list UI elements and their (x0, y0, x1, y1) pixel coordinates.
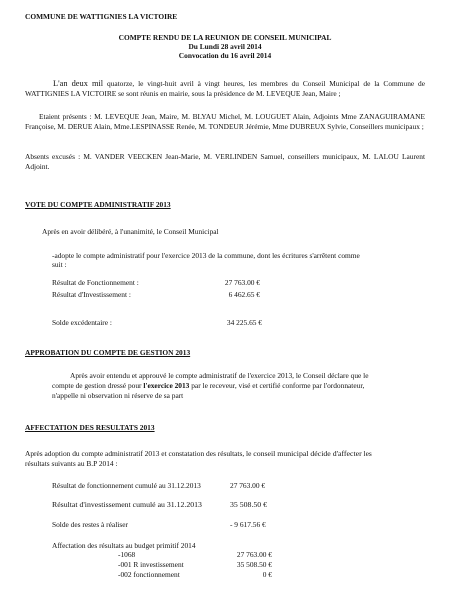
affectation-intro-c: les (361, 449, 372, 458)
solde-value: 34 225.65 € (226, 318, 262, 327)
affectation-intro-line-2: résultats suivants au B.P 2014 : (25, 459, 118, 468)
restes-value: - 9 617.56 € (230, 520, 266, 529)
resultat-invest-label: Résultat d'investissement cumulé au 31.12.2013 (52, 500, 202, 509)
deliberation-text: Après en avoir délibéré, à l'unanimité, le Conseil Municipal (42, 227, 219, 236)
affect-001-value: 35 508.50 € (236, 560, 272, 569)
affectation-label: Affectation des résultats au budget primitif 2014 (52, 541, 196, 550)
intro-paragraph (25, 79, 425, 98)
present-members: Etaient présents : M. LEVEQUE Jean, Maire, M. BLYAU Michel, M. LOUGUET Alain, Adjoints Mme ZANAGUIRAMANE Françoise, M. DERUE Alain, Mme.LESPINASSE Renée, M. TONDEUR Jérémie, Mme DUBREUX Sylvie, Conseillers municipaux ; (25, 112, 425, 131)
gestion-line-1: Après avoir entendu et approuvé le compte administratif de l'exercice 2013, le Conseil déclare que le (70, 371, 369, 380)
adopt-line-1: -adopte le compte administratif pour l'exercice 2013 de la commune, dont les écritures s'arrêtent comme (52, 251, 360, 260)
affectation-intro-b: conseil municipal décide d'affecter (253, 449, 362, 458)
affectation-intro-a: Après adoption du compte administratif 2013 et constatation des résultats, le (25, 449, 254, 458)
commune-name: COMMUNE DE WATTIGNIES LA VICTOIRE (25, 12, 178, 21)
resultat-fonct-label: Résultat de fonctionnement cumulé au 31.12.2013 (52, 481, 201, 490)
meeting-date: Du Lundi 28 avril 2014 (188, 42, 262, 51)
section-heading-affectation: AFFECTATION DES RESULTATS 2013 (25, 423, 155, 432)
affect-1068-value: 27 763.00 € (236, 550, 272, 559)
section-heading-vote: VOTE DU COMPTE ADMINISTRATIF 2013 (25, 200, 171, 209)
convocation-date: Convocation du 16 avril 2014 (178, 51, 272, 60)
affect-1068-label: -1068 (118, 550, 136, 559)
investissement-value: 6 462.65 € (228, 290, 260, 299)
affect-002-value: 0 € (262, 570, 272, 579)
restes-label: Solde des restes à réaliser (52, 520, 128, 529)
intro-lead: L'an deux mil (53, 79, 104, 88)
gestion-line-3: n'appelle ni observation ni réserve de sa part (52, 391, 184, 400)
resultat-invest-value: 35 508.50 € (230, 500, 268, 509)
gestion-line-2a: compte de gestion dressé pour (52, 381, 144, 390)
fonctionnement-value: 27 763.00 € (224, 278, 260, 287)
investissement-label: Résultat d'Investissement : (52, 290, 131, 299)
resultat-fonct-value: 27 763.00 € (230, 481, 266, 490)
intro-text: quatorze, le vingt-huit avril à vingt heures, les membres du Conseil Municipal de la Commune de WATTIGNIES LA VICTOIRE se sont réunis en mairie, sous la présidence de M. LEVEQUE Jean, Maire ; (25, 79, 425, 98)
absent-members: Absents excusés : M. VANDER VEECKEN Jean-Marie, M. VERLINDEN Samuel, conseillers municipaux, M. LALOU Laurent Adjoint. (25, 152, 425, 171)
solde-label: Solde excédentaire : (52, 318, 112, 327)
gestion-line-2b: l'exercice 2013 (143, 381, 190, 390)
adopt-line-2: suit : (52, 260, 67, 269)
gestion-line-2c: par le receveur, visé et certifié conforme par l'ordonnateur, (189, 381, 365, 390)
affect-001-label: -001 R investissement (118, 560, 184, 569)
fonctionnement-label: Résultat de Fonctionnement : (52, 278, 139, 287)
section-heading-gestion: APPROBATION DU COMPTE DE GESTION 2013 (25, 348, 191, 357)
gestion-line-2 (52, 382, 364, 389)
affect-002-label: -002 fonctionnement (118, 570, 180, 579)
affectation-intro-line-1 (25, 450, 372, 458)
report-title: COMPTE RENDU DE LA REUNION DE CONSEIL MUNICIPAL (118, 33, 332, 42)
